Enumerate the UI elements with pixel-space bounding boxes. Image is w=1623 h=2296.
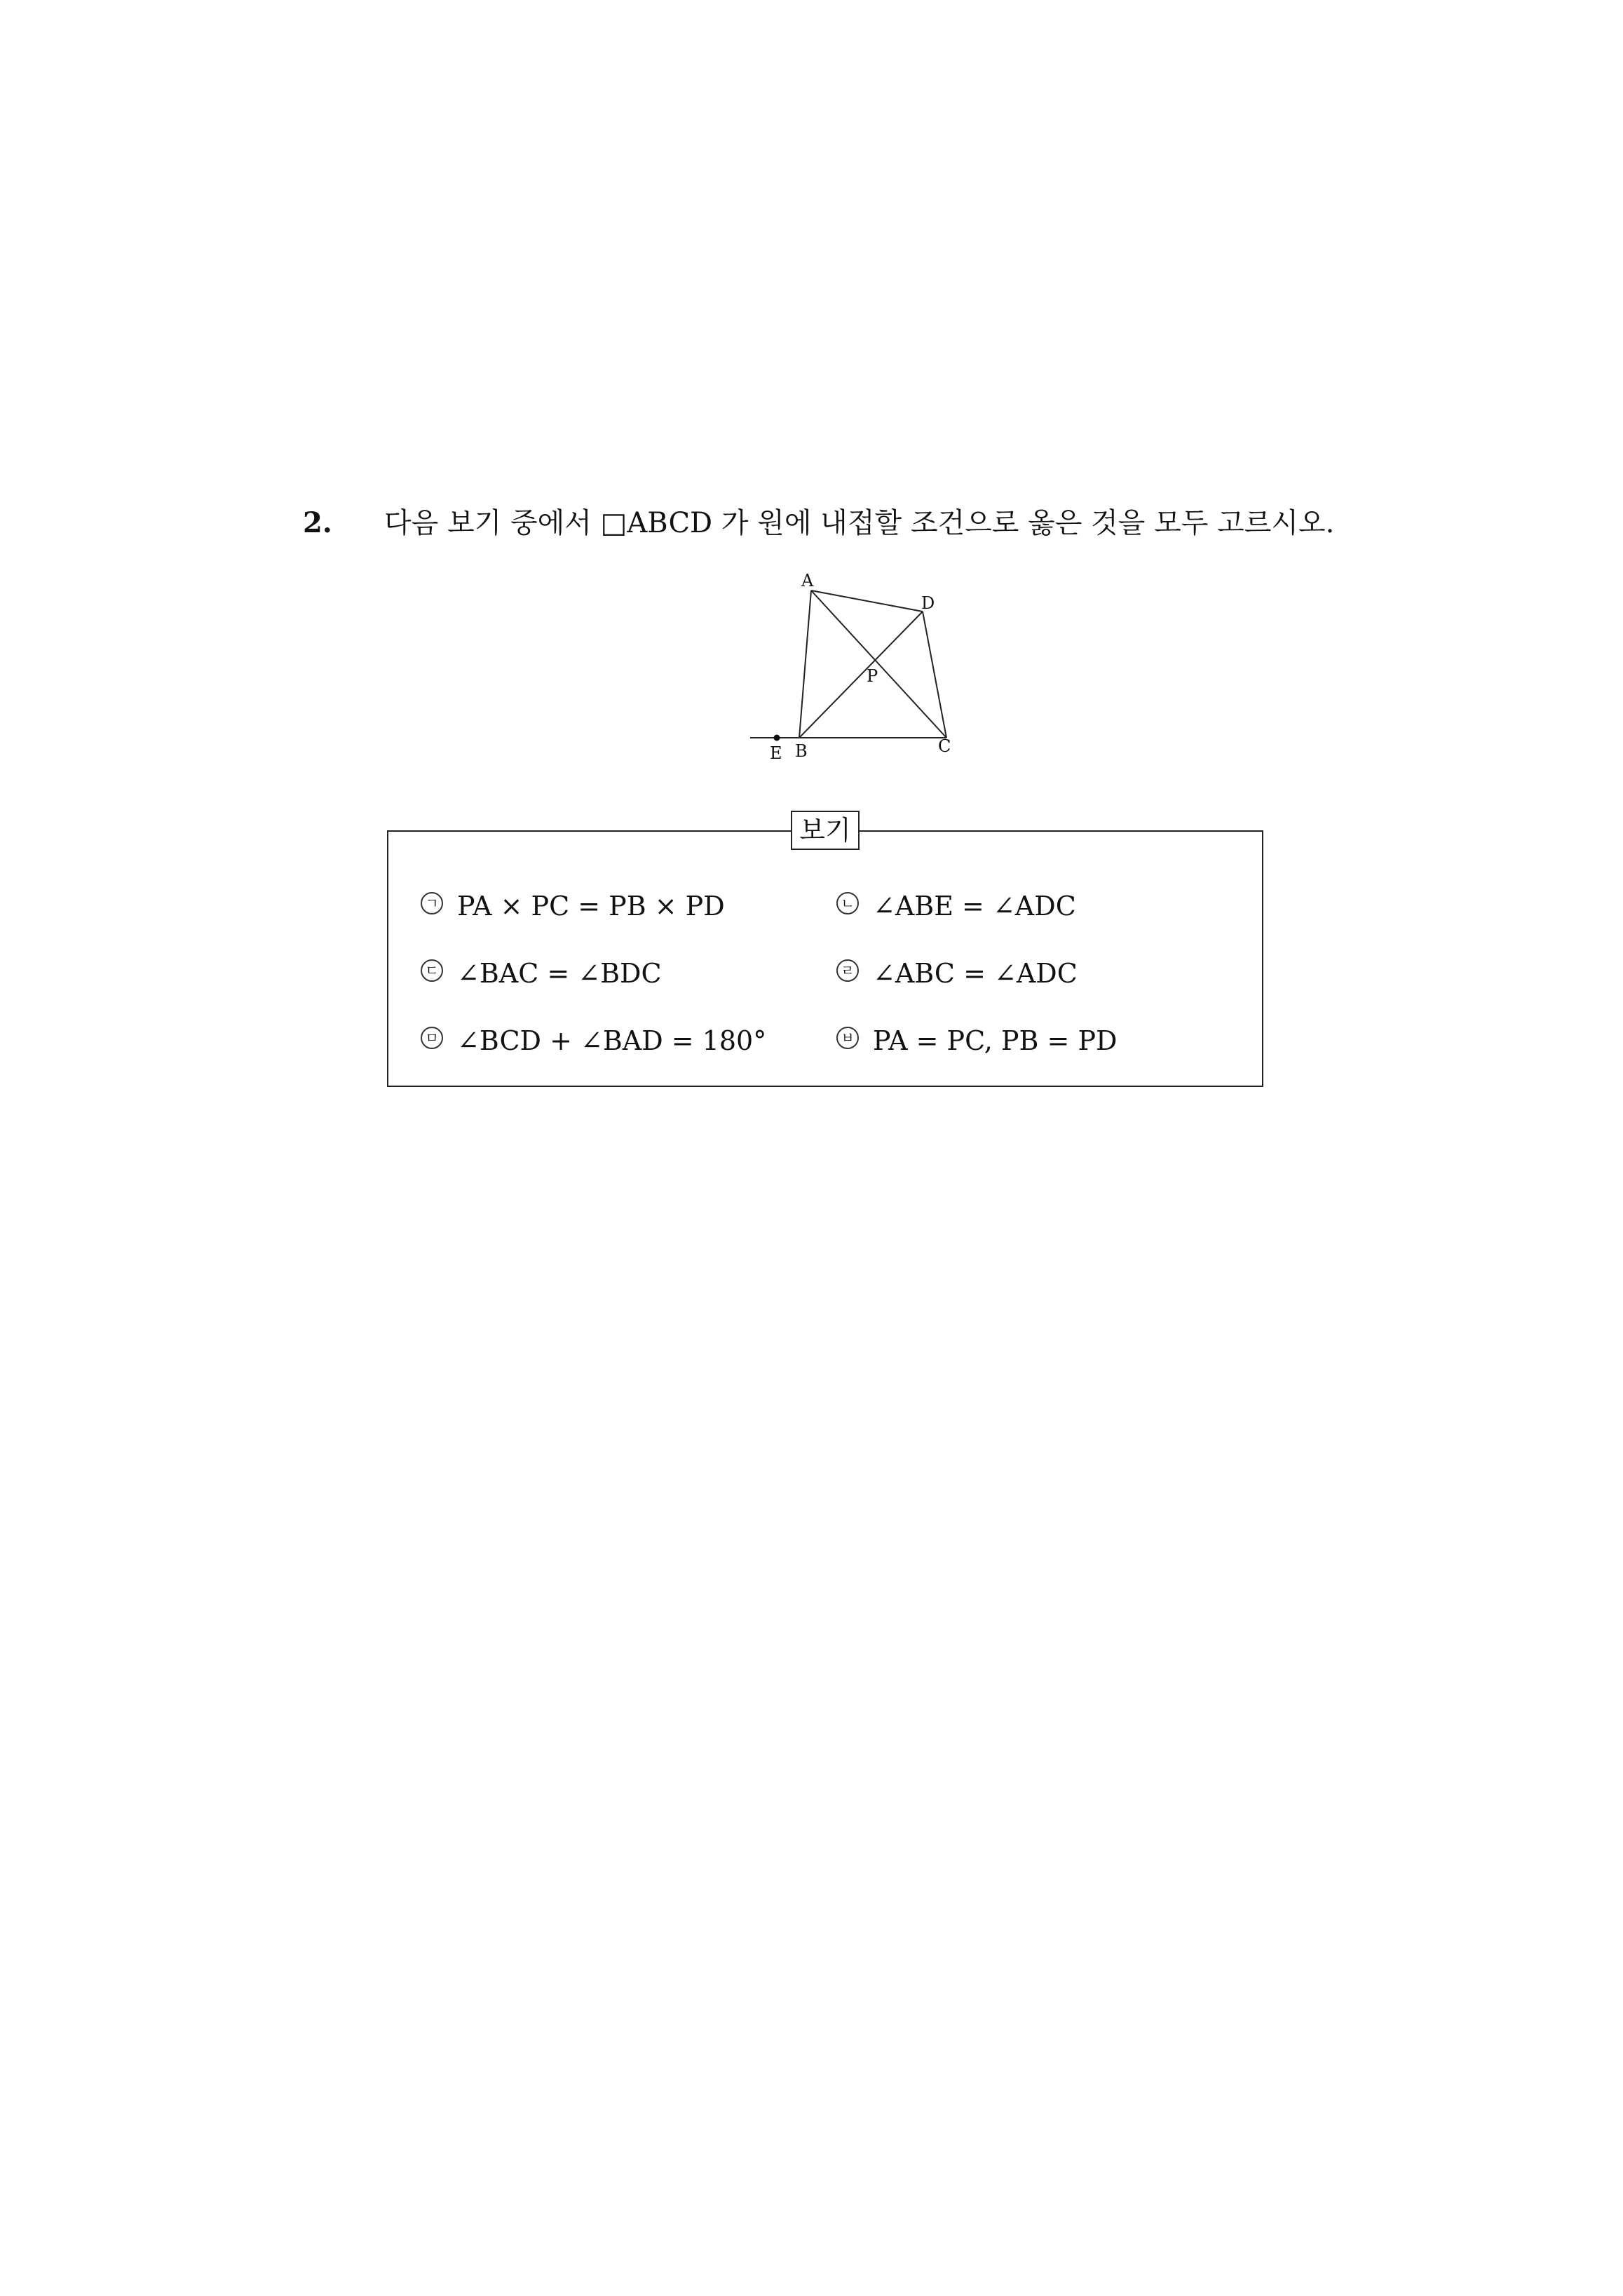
option-2: [836, 885, 1076, 924]
label-a: A: [801, 571, 814, 590]
bogi-title: 보기: [791, 811, 860, 850]
option-3: [421, 952, 662, 992]
option-6: [836, 1020, 1118, 1059]
label-p: P: [867, 666, 878, 686]
quadrilateral-figure: [743, 561, 967, 764]
side-dc: [923, 612, 946, 738]
option-marker: ㅁ: [421, 1027, 443, 1049]
option-expression: ∠BAC = ∠BDC: [457, 957, 662, 989]
option-marker: ㄹ: [836, 959, 859, 982]
option-marker: ㄱ: [421, 892, 443, 914]
option-5: [421, 1020, 766, 1059]
option-marker: ㅂ: [836, 1027, 859, 1049]
label-c: C: [938, 736, 951, 756]
option-expression: ∠ABC = ∠ADC: [873, 957, 1078, 989]
question-text: 다음 보기 중에서 □ABCD 가 원에 내접할 조건으로 옳은 것을 모두 고르시오.: [384, 507, 1335, 539]
side-ab: [799, 590, 811, 738]
option-expression: ∠BCD + ∠BAD = 180°: [457, 1025, 767, 1056]
label-b: B: [795, 741, 808, 761]
option-expression: PA = PC, PB = PD: [873, 1025, 1118, 1056]
option-marker: ㄷ: [421, 959, 443, 982]
label-e: E: [770, 743, 782, 763]
label-d: D: [921, 593, 935, 613]
option-expression: ∠ABE = ∠ADC: [873, 890, 1076, 921]
option-4: [836, 952, 1078, 992]
option-expression: PA × PC = PB × PD: [457, 890, 725, 921]
question-number: 2.: [303, 506, 332, 539]
diagonal-bd: [799, 612, 923, 738]
option-1: [421, 885, 725, 924]
option-marker: ㄴ: [836, 892, 859, 914]
point-e-dot: [774, 735, 780, 741]
